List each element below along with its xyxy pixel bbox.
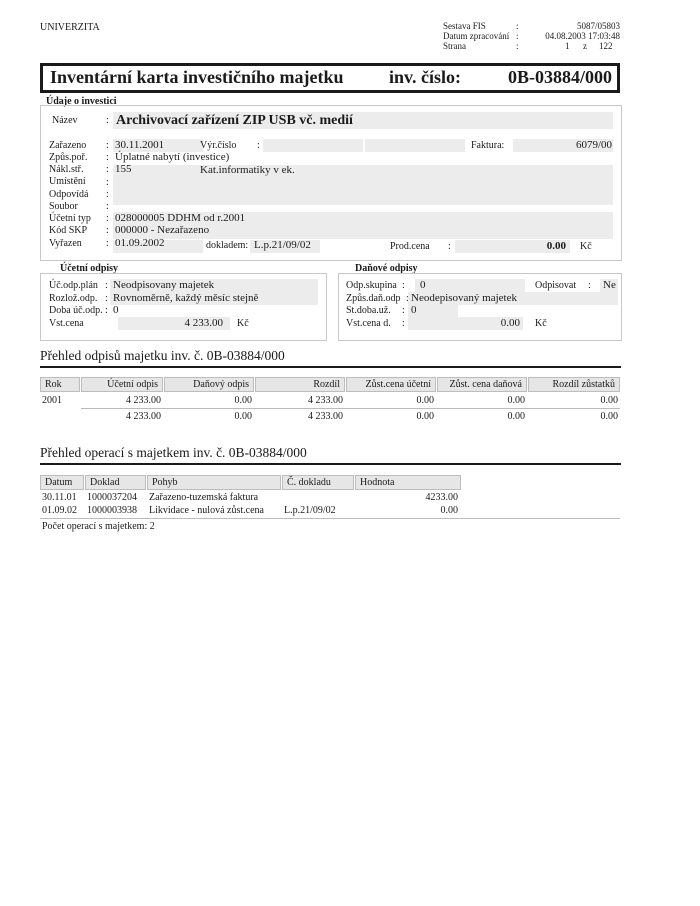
colon: : [588, 280, 591, 291]
operations-count: Počet operací s majetkem: 2 [42, 521, 155, 532]
dokladem-label: dokladem: [206, 240, 249, 251]
table-cell: 0.00 [600, 395, 618, 406]
op-cell: 1000037204 [87, 492, 137, 503]
op-cell: 01.09.02 [42, 505, 77, 516]
vyr-cislo-sep: : [257, 140, 260, 151]
col-zust-cena-danova: Zůst. cena daňová [437, 377, 527, 392]
meta-label-strana: Strana [443, 41, 466, 51]
table-cell: 0.00 [416, 411, 434, 422]
col-zust-cena-ucetni: Zůst.cena účetní [346, 377, 436, 392]
label-doba-uc-odp: Doba úč.odp. [49, 305, 103, 316]
vst-cena-d-value: 0.00 [500, 317, 520, 329]
op-cell: Zařazeno-tuzemská faktura [149, 492, 259, 503]
table-cell: 4 233.00 [308, 395, 343, 406]
op-cell: 0.00 [440, 505, 458, 516]
prehled-odpisu-heading: Přehled odpisů majetku inv. č. 0B-03884/000 [40, 348, 285, 363]
row-divider [81, 408, 620, 409]
label-vyrazen: Vyřazen [49, 238, 82, 249]
faktura-label: Faktura: [471, 140, 505, 151]
prod-cena-value: 0.00 [546, 240, 566, 252]
label-rozloz-odp: Rozlož.odp. [49, 293, 98, 304]
colon: : [402, 305, 405, 316]
table-cell: 4 233.00 [126, 395, 161, 406]
page-total: 122 [599, 41, 613, 51]
value-nakl-str: 155 [115, 163, 132, 175]
odpisovat-value: Ne [603, 279, 616, 291]
vyr-cislo-label: Výr.číslo [200, 140, 237, 151]
st-doba-value: 0 [411, 304, 417, 316]
label-umisteni: Umístění [49, 176, 86, 187]
op-cell: 1000003938 [87, 505, 137, 516]
value-uc-odp-plan: Neodpisovany majetek [113, 279, 215, 291]
meta-label-sestava: Sestava FIS [443, 21, 486, 31]
value-vst-cena: 4 233.00 [184, 317, 223, 329]
table-cell: 0.00 [507, 395, 525, 406]
colon: : [106, 115, 109, 126]
nazev-label: Název [52, 115, 78, 126]
prod-cena-currency: Kč [580, 241, 592, 252]
field-bg [113, 165, 613, 205]
colon: : [406, 293, 409, 304]
table-cell: 0.00 [600, 411, 618, 422]
section-ucetni-odpisy: Účetní odpisy [60, 263, 119, 274]
prod-cena-label: Prod.cena [390, 241, 430, 252]
value-doba-uc-odp: 0 [113, 304, 119, 316]
table-cell: 4 233.00 [126, 411, 161, 422]
label-odpovida: Odpovídá [49, 189, 89, 200]
op-cell: 30.11.01 [42, 492, 77, 503]
heading-rule [40, 366, 621, 368]
col-rozdil-zustatku: Rozdíl zůstatků [528, 377, 620, 392]
field-bg [415, 279, 525, 292]
col-rozdil: Rozdíl [255, 377, 345, 392]
odp-skupina-value: 0 [420, 279, 426, 291]
col-hodnota: Hodnota [355, 475, 461, 490]
value-ucetni-typ: 028000005 DDHM od r.2001 [115, 212, 246, 224]
page-title: Inventární karta investičního majetku [50, 67, 344, 87]
value-zpus-por: Úplatné nabytí (investice) [115, 151, 230, 163]
zpus-dan-odp-label: Způs.daň.odp [346, 293, 401, 304]
vst-cena-currency: Kč [237, 318, 249, 329]
label-ucetni-typ: Účetní typ [49, 213, 91, 224]
value-kod-skp: 000000 - Nezařazeno [115, 224, 210, 236]
prehled-operaci-heading: Přehled operací s majetkem inv. č. 0B-03884/000 [40, 445, 307, 460]
table-cell: 2001 [42, 395, 62, 406]
section-danove-odpisy: Daňové odpisy [355, 263, 418, 274]
meta-label-datum: Datum zpracování [443, 31, 510, 41]
st-doba-label: St.doba.už. [346, 305, 391, 316]
nazev-value: Archivovací zařízení ZIP USB vč. medií [116, 113, 353, 128]
field-bg [365, 139, 465, 152]
op-cell: Likvidace - nulová zůst.cena [149, 505, 264, 516]
dokladem-value: L.p.21/09/02 [254, 239, 311, 251]
field-bg [263, 139, 363, 152]
colon-column: : : : [105, 280, 108, 316]
table-cell: 0.00 [416, 395, 434, 406]
prod-cena-sep: : [448, 241, 451, 252]
table-cell: 0.00 [507, 411, 525, 422]
meta-sep: : [516, 21, 519, 31]
table-cell: 0.00 [234, 395, 252, 406]
row-divider [40, 518, 620, 519]
col-doklad: Doklad [85, 475, 146, 490]
label-zpus-por: Způs.poř. [49, 152, 88, 163]
col-pohyb: Pohyb [147, 475, 281, 490]
colon: : [402, 318, 405, 329]
col-datum: Datum [40, 475, 84, 490]
section-udaje: Údaje o investici [46, 96, 117, 107]
col-danovy-odpis: Daňový odpis [164, 377, 254, 392]
value-vyrazen: 01.09.2002 [115, 237, 165, 249]
col-c-dokladu: Č. dokladu [282, 475, 354, 490]
heading-rule [40, 463, 621, 465]
organization-name: UNIVERZITA [40, 22, 100, 33]
meta-sep: : [516, 41, 519, 51]
page-number: 1 [565, 41, 570, 51]
value-zarazeno: 30.11.2001 [115, 139, 165, 151]
label-soubor: Soubor [49, 201, 78, 212]
vst-cena-d-label: Vst.cena d. [346, 318, 391, 329]
inv-label: inv. číslo: [389, 67, 462, 87]
label-kod-skp: Kód SKP [49, 225, 88, 236]
colon-column: : : : : : : : : : [106, 140, 109, 249]
col-ucetni-odpis: Účetní odpis [81, 377, 163, 392]
table-cell: 0.00 [234, 411, 252, 422]
table-cell: 4 233.00 [308, 411, 343, 422]
kat-text: Kat.informatiky v ek. [200, 164, 295, 176]
col-rok: Rok [40, 377, 80, 392]
faktura-value: 6079/00 [575, 139, 612, 151]
zpus-dan-odp-value: Neodepisovaný majetek [411, 292, 517, 304]
vst-cena-d-currency: Kč [535, 318, 547, 329]
odpisovat-label: Odpisovat [535, 280, 577, 291]
op-cell: L.p.21/09/02 [284, 505, 336, 516]
label-zarazeno: Zařazeno [49, 140, 87, 151]
meta-sep: : [516, 31, 519, 41]
label-uc-odp-plan: Úč.odp.plán [49, 280, 98, 291]
inv-number: 0B-03884/000 [507, 67, 612, 87]
meta-value-datum: 04.08.2003 17:03:48 [545, 31, 620, 41]
meta-value-sestava: 5087/05803 [576, 21, 620, 31]
odp-skupina-label: Odp.skupina [346, 280, 397, 291]
colon: : [402, 280, 405, 291]
op-cell: 4233.00 [425, 492, 458, 503]
value-rozloz-odp: Rovnoměrně, každý měsíc stejně [113, 292, 259, 304]
label-vst-cena: Vst.cena [49, 318, 84, 329]
page-of: z [583, 41, 587, 51]
label-nakl-str: Nákl.stř. [49, 164, 84, 175]
